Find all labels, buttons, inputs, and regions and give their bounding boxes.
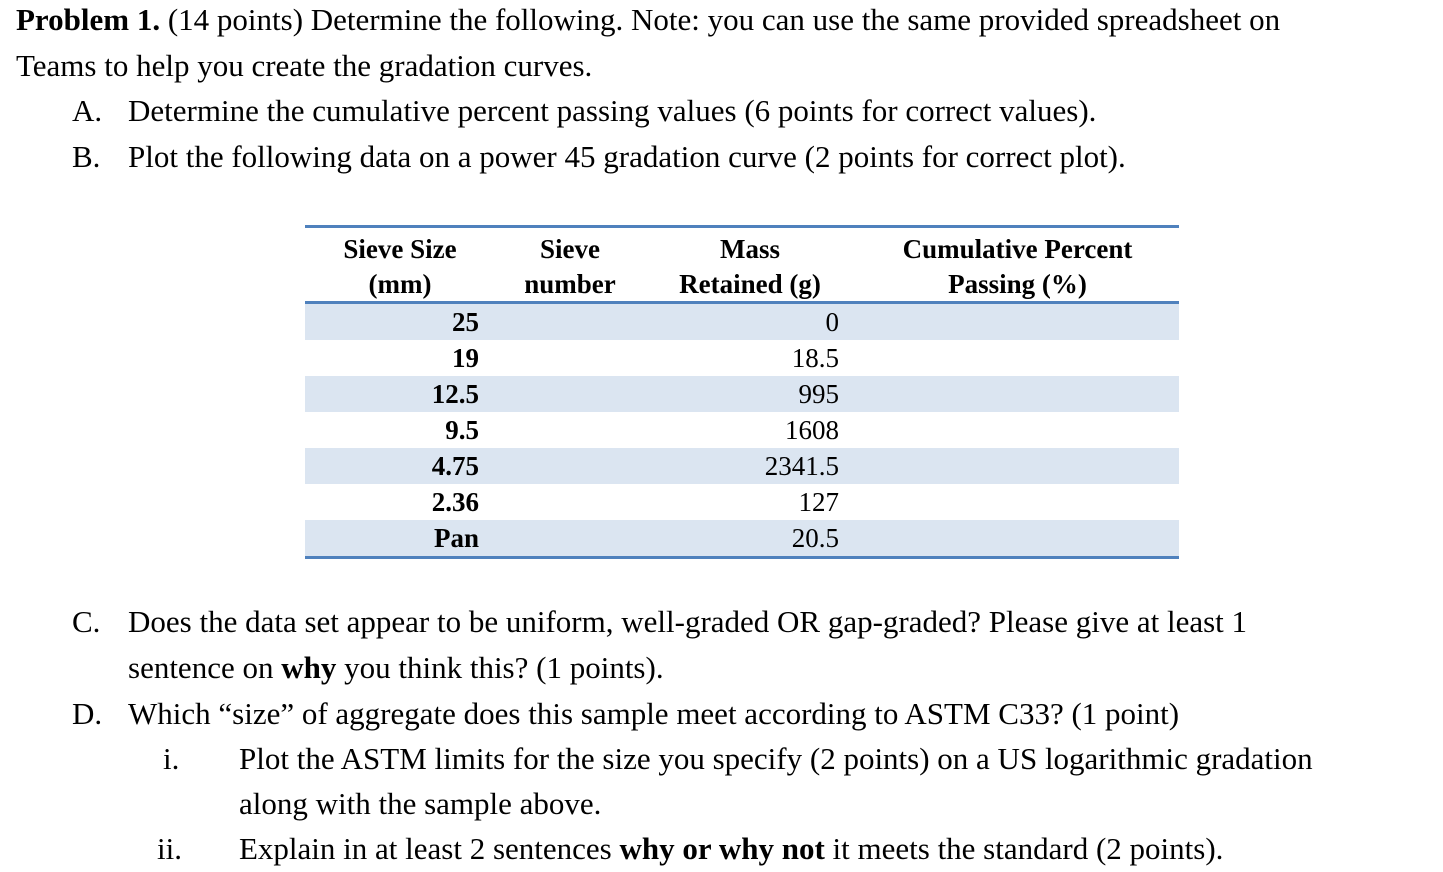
cell-mass-retained: 0: [825, 307, 839, 337]
header-sieve-size-line2: (mm): [368, 269, 432, 299]
table-row: [305, 520, 1179, 559]
header-mass-retained-line1: Mass: [720, 234, 780, 264]
cell-sieve-size: 2.36: [431, 487, 479, 517]
sub-ii-post: it meets the standard (2 points).: [824, 831, 1224, 866]
header-sieve-number: [505, 232, 635, 302]
item-c-line2-pre: sentence on: [128, 650, 282, 685]
cell-mass-retained: 1608: [785, 415, 839, 445]
problem-intro-line2: Teams to help you create the gradation curves.: [16, 48, 593, 83]
item-c-line2-bold: why: [281, 650, 337, 685]
sub-i-marker: i.: [163, 741, 180, 776]
header-cumulative-passing: [865, 232, 1170, 302]
cell-sieve-size: 4.75: [431, 451, 479, 481]
header-sieve-size: [305, 232, 495, 302]
item-b-marker: B.: [72, 139, 101, 174]
item-c-line2-post: you think this? (1 points).: [336, 650, 664, 685]
sub-ii-text: [239, 831, 1223, 867]
problem-intro-line1: [16, 2, 1280, 38]
sub-ii-marker: ii.: [157, 831, 182, 866]
problem-intro-text: (14 points) Determine the following. Note: you can use the same provided spreadsheet on: [160, 2, 1281, 37]
header-mass-retained-line2: Retained (g): [679, 269, 821, 299]
table-row: [305, 484, 1179, 520]
cell-sieve-size: Pan: [433, 523, 479, 553]
cell-sieve-size: 12.5: [431, 379, 479, 409]
cell-sieve-size: 25: [452, 307, 479, 337]
item-c-line2: [128, 650, 664, 686]
table-row: [305, 304, 1179, 340]
header-mass-retained: [645, 232, 855, 302]
table-header: [305, 228, 1179, 304]
cell-mass-retained: 127: [798, 487, 839, 517]
sub-i-line1: Plot the ASTM limits for the size you specify (2 points) on a US logarithmic gradation: [239, 741, 1313, 776]
item-c-marker: C.: [72, 604, 101, 639]
item-a-text: Determine the cumulative percent passing values (6 points for correct values).: [128, 93, 1097, 128]
cell-sieve-size: 19: [452, 343, 479, 373]
item-d-marker: D.: [72, 696, 103, 731]
sub-i-line2: along with the sample above.: [239, 786, 602, 821]
item-c-line1: Does the data set appear to be uniform, well-graded OR gap-graded? Please give at least 1: [128, 604, 1248, 639]
table-row: [305, 376, 1179, 412]
table-row: [305, 412, 1179, 448]
header-cumulative-passing-line2: Passing (%): [948, 269, 1087, 299]
sub-ii-pre: Explain in at least 2 sentences: [239, 831, 620, 866]
item-b-text: Plot the following data on a power 45 gradation curve (2 points for correct plot).: [128, 139, 1126, 174]
header-cumulative-passing-line1: Cumulative Percent: [902, 234, 1133, 264]
header-sieve-number-line2: number: [524, 269, 616, 299]
cell-sieve-size: 9.5: [445, 415, 479, 445]
table-row: [305, 448, 1179, 484]
sieve-data-table: [305, 225, 1179, 559]
cell-mass-retained: 995: [798, 379, 839, 409]
header-sieve-size-line1: Sieve Size: [343, 234, 457, 264]
problem-heading: Problem 1.: [16, 2, 161, 37]
table-row: [305, 340, 1179, 376]
cell-mass-retained: 20.5: [791, 523, 839, 553]
header-sieve-number-line1: Sieve: [540, 234, 600, 264]
item-a-marker: A.: [72, 93, 103, 128]
cell-mass-retained: 18.5: [791, 343, 839, 373]
sub-ii-bold: why or why not: [619, 831, 825, 866]
cell-mass-retained: 2341.5: [764, 451, 839, 481]
item-d-text: Which “size” of aggregate does this sample meet according to ASTM C33? (1 point): [128, 696, 1180, 731]
